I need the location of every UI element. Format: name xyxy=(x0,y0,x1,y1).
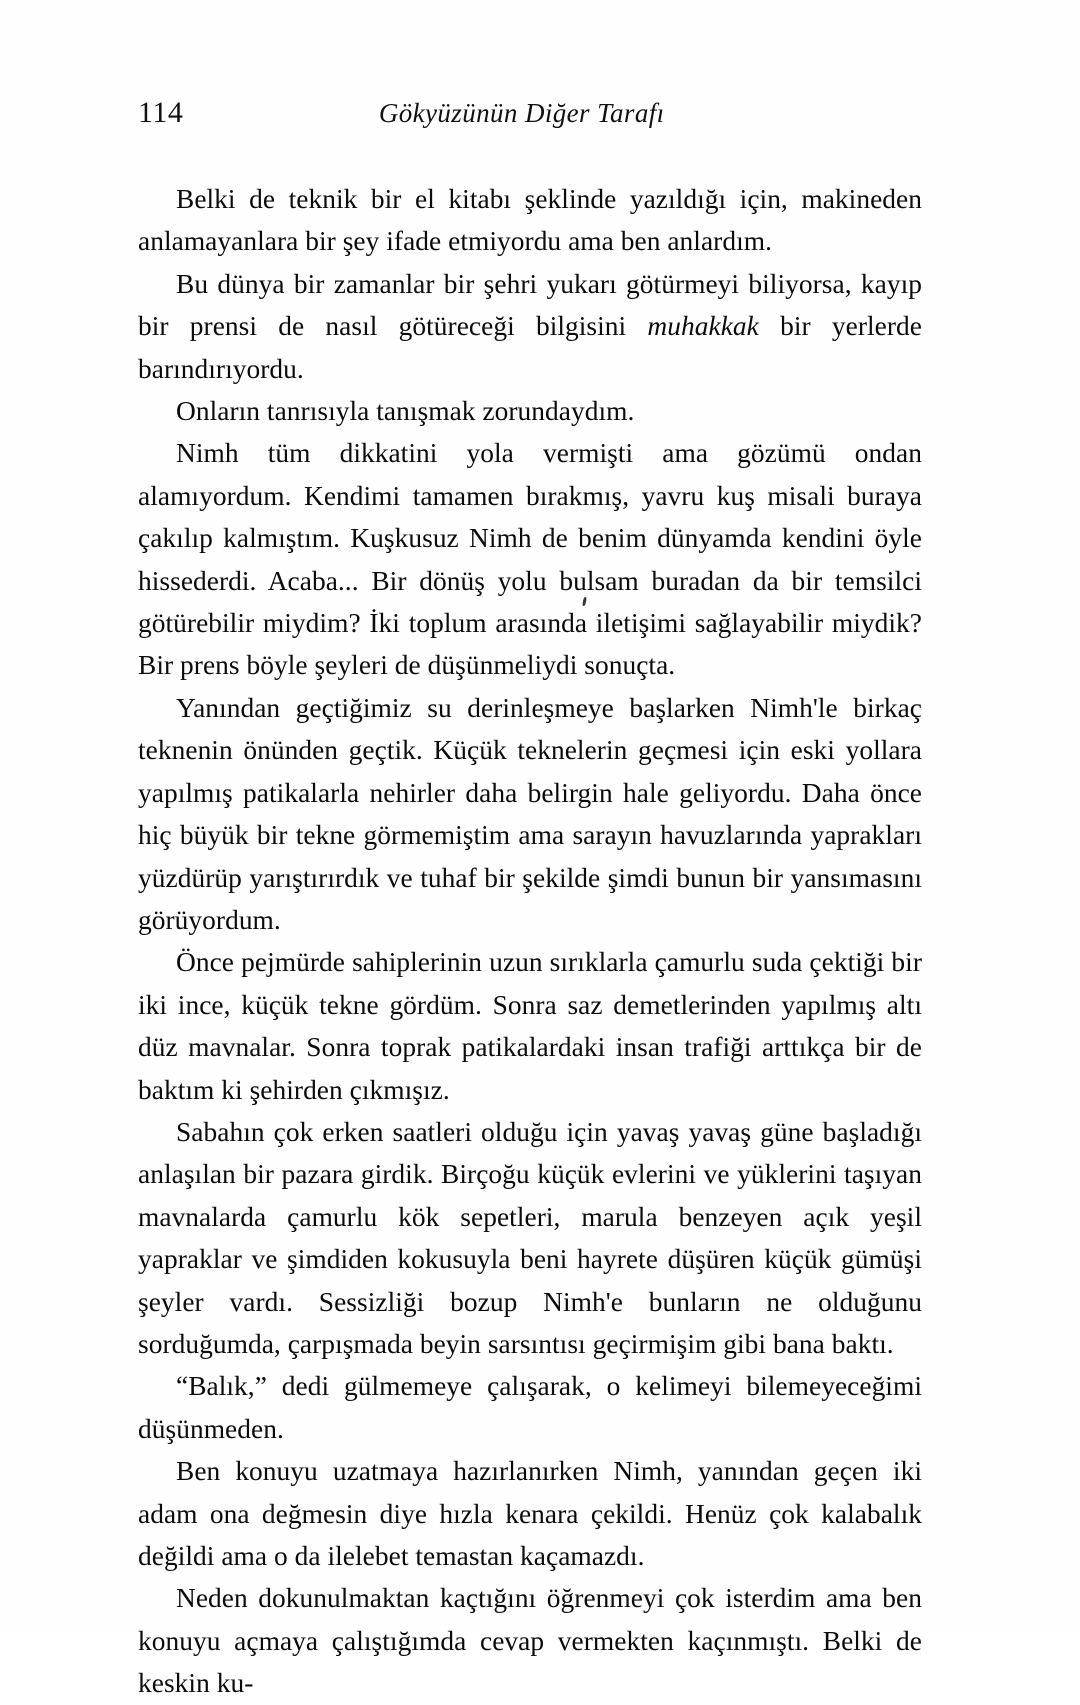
paragraph xyxy=(138,263,922,390)
paragraph: Belki de teknik bir el kitabı şeklinde yazıldığı için, makineden anlamayanlara bir şey ifade etmiyordu ama ben anlardım. xyxy=(138,184,922,257)
paragraph-text-part: Bu dünya bir zamanlar bir şehri yukarı götürmeyi biliyorsa, kayıp bir prensi de nasıl götüreceği bilgisini xyxy=(138,268,922,342)
paragraph: Sabahın çok erken saatleri olduğu için yavaş yavaş güne başladığı anlaşılan bir pazara girdik. Birçoğu küçük evlerini ve yüklerini taşıyan mavnalarda çamurlu kök sepetleri, marula benzeyen açık yeşil yapraklar ve şimdiden kokusuyla beni hayrete düşüren küçük gümüşi şeyler vardı. Sessizliği bozup Nimh'e bunların ne olduğunu sorduğumda, çarpışmada beyin sarsıntısı geçirmişim gibi bana baktı. xyxy=(138,1116,922,1359)
paragraph: Neden dokunulmaktan kaçtığını öğrenmeyi çok isterdim ama ben konuyu açmaya çalıştığımda cevap vermekten kaçınmıştı. Belki de keskin ku- xyxy=(138,1583,922,1699)
paragraph: Onların tanrısıyla tanışmak zorundaydım. xyxy=(176,396,635,427)
page-number: 114 xyxy=(138,96,184,129)
emphasized-word: muhakkak xyxy=(647,311,759,342)
body-text xyxy=(138,178,922,1705)
paragraph: “Balık,” dedi gülmemeye çalışarak, o kelimeyi bilemeyeceğimi düşünmeden. xyxy=(138,1371,922,1444)
running-head xyxy=(138,96,920,140)
running-title: Gökyüzünün Diğer Tarafı xyxy=(378,98,665,128)
paragraph: Nimh tüm dikkatini yola vermişti ama gözümü ondan alamıyordum. Kendimi tamamen bırakmış, yavru kuş misali buraya çakılıp kalmıştım. Kuşkusuz Nimh de benim dünyamda kendini öyle hissederdi. Acaba... Bir dönüş yolu bulsam buradan da bir temsilci götürebilir miydim? İki toplum arasında iletişimi sağlayabilir miydik? Bir prens böyle şeyleri de düşünmeliydi sonuçta. xyxy=(138,438,922,681)
paragraph: Ben konuyu uzatmaya hazırlanırken Nimh, yanından geçen iki adam ona değmesin diye hızla kenara çekildi. Henüz çok kalabalık değildi ama o da ilelebet temastan kaçamazdı. xyxy=(138,1456,922,1571)
paragraph: Yanından geçtiğimiz su derinleşmeye başlarken Nimh'le birkaç teknenin önünden geçtik. Küçük teknelerin geçmesi için eski yollara yapılmış patikalarla nehirler daha belirgin hale geliyordu. Daha önce hiç büyük bir tekne görmemiştim ama sarayın havuzlarında yaprakları yüzdürüp yarıştırırdık ve tuhaf bir şekilde şimdi bunun bir yansımasını görüyordum. xyxy=(138,692,922,935)
paragraph-text-part: bir yerlerde barındırıyordu. xyxy=(138,311,922,384)
paragraph: Önce pejmürde sahiplerinin uzun sırıklarla çamurlu suda çektiği bir iki ince, küçük tekne gördüm. Sonra saz demetlerinden yapılmış altı düz mavnalar. Sonra toprak patikalardaki insan trafiği arttıkça bir de baktım ki şehirden çıkmışız. xyxy=(138,947,922,1105)
